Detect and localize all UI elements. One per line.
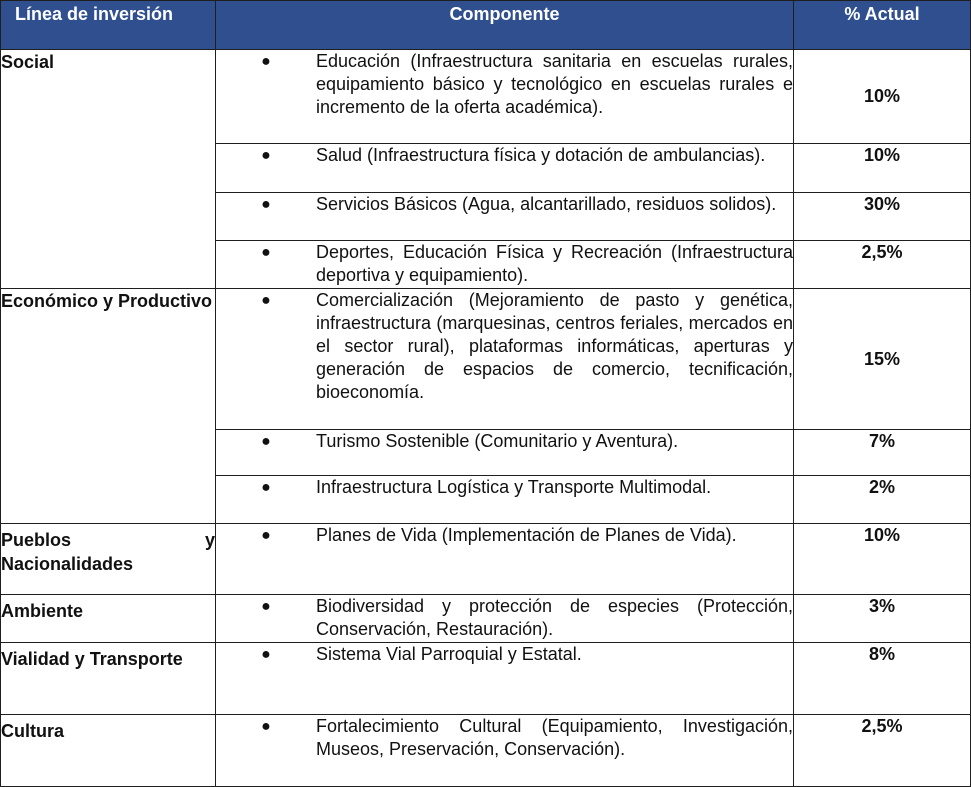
component-cell: ● Biodiversidad y protección de especies (Protección, Conservación, Restauración).: [216, 595, 794, 643]
pct-cell: 30%: [794, 193, 971, 241]
header-pct: % Actual: [794, 1, 971, 50]
pct-cell: 15%: [794, 289, 971, 430]
pct-cell: 10%: [794, 144, 971, 193]
bullet-icon: ●: [261, 292, 271, 309]
line-cell: Ambiente: [1, 595, 216, 643]
component-cell: ● Salud (Infraestructura física y dotación de ambulancias).: [216, 144, 794, 193]
bullet-icon: ●: [261, 147, 271, 164]
bullet-icon: ●: [261, 196, 271, 213]
component-cell: ● Infraestructura Logística y Transporte Multimodal.: [216, 476, 794, 524]
pct-cell: 2%: [794, 476, 971, 524]
table-row: [1, 289, 971, 430]
bullet-icon: ●: [261, 53, 271, 70]
line-cell: Económico y Productivo: [1, 289, 216, 524]
component-cell: ● Deportes, Educación Física y Recreación (Infraestructura deportiva y equipamiento).: [216, 241, 794, 289]
component-cell: ● Fortalecimiento Cultural (Equipamiento, Investigación, Museos, Preservación, Conservación).: [216, 715, 794, 787]
table-row: [1, 595, 971, 643]
component-cell: ● Turismo Sostenible (Comunitario y Aventura).: [216, 430, 794, 476]
pct-cell: 2,5%: [794, 715, 971, 787]
pct-cell: 10%: [794, 524, 971, 595]
bullet-icon: ●: [261, 244, 271, 261]
table-row: [1, 715, 971, 787]
header-componente: Componente: [216, 1, 794, 50]
header-linea: Línea de inversión: [1, 1, 216, 50]
pct-cell: 2,5%: [794, 241, 971, 289]
component-cell: ● Sistema Vial Parroquial y Estatal.: [216, 643, 794, 715]
pct-cell: 3%: [794, 595, 971, 643]
table-row: [1, 50, 971, 144]
line-cell: Cultura: [1, 715, 216, 787]
bullet-icon: ●: [261, 433, 271, 450]
pct-cell: 8%: [794, 643, 971, 715]
table-header: [1, 1, 971, 50]
table-row: [1, 643, 971, 715]
component-cell: ● Planes de Vida (Implementación de Planes de Vida).: [216, 524, 794, 595]
pct-cell: 7%: [794, 430, 971, 476]
line-cell: Vialidad y Transporte: [1, 643, 216, 715]
bullet-icon: ●: [261, 527, 271, 544]
pct-cell: 10%: [794, 50, 971, 144]
line-cell: Social: [1, 50, 216, 289]
component-cell: ● Comercialización (Mejoramiento de pasto y genética, infraestructura (marquesinas, centros feriales, mercados en el sector rural), plataformas informáticas, aperturas y generación de espacios de comercio, tecnificación, bioeconomía.: [216, 289, 794, 430]
component-cell: ● Servicios Básicos (Agua, alcantarillado, residuos solidos).: [216, 193, 794, 241]
bullet-icon: ●: [261, 718, 271, 735]
bullet-icon: ●: [261, 598, 271, 615]
bullet-icon: ●: [261, 646, 271, 663]
line-cell: Pueblos y Nacionalidades: [1, 524, 216, 595]
table-row: [1, 524, 971, 595]
bullet-icon: ●: [261, 479, 271, 496]
component-cell: ● Educación (Infraestructura sanitaria en escuelas rurales, equipamiento básico y tecnológico en escuelas rurales e incremento de la oferta académica).: [216, 50, 794, 144]
